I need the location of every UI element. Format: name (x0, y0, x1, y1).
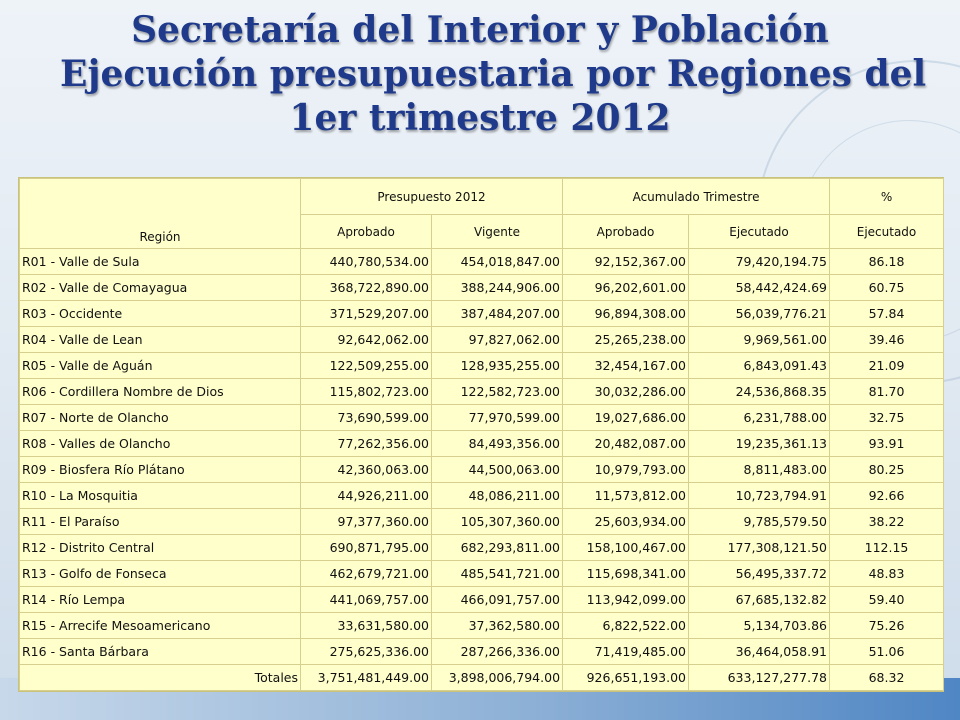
table-row (20, 301, 944, 327)
cell-region: R06 - Cordillera Nombre de Dios (20, 379, 301, 405)
cell-ejecutado: 67,685,132.82 (689, 587, 830, 613)
cell-acum-aprobado: 11,573,812.00 (563, 483, 689, 509)
cell-acum-aprobado: 20,482,087.00 (563, 431, 689, 457)
totals-acum-aprobado: 926,651,193.00 (563, 665, 689, 691)
cell-vigente: 387,484,207.00 (432, 301, 563, 327)
cell-vigente: 388,244,906.00 (432, 275, 563, 301)
cell-vigente: 84,493,356.00 (432, 431, 563, 457)
cell-ejecutado: 36,464,058.91 (689, 639, 830, 665)
cell-vigente: 37,362,580.00 (432, 613, 563, 639)
cell-acum-aprobado: 25,265,238.00 (563, 327, 689, 353)
cell-percent: 86.18 (830, 249, 944, 275)
table-row (20, 275, 944, 301)
header-region: Región (20, 179, 301, 249)
cell-region: R16 - Santa Bárbara (20, 639, 301, 665)
cell-ejecutado: 6,843,091.43 (689, 353, 830, 379)
header-ejecutado: Ejecutado (689, 215, 830, 249)
cell-region: R01 - Valle de Sula (20, 249, 301, 275)
cell-aprobado: 42,360,063.00 (301, 457, 432, 483)
table-row (20, 613, 944, 639)
cell-aprobado: 275,625,336.00 (301, 639, 432, 665)
cell-vigente: 682,293,811.00 (432, 535, 563, 561)
cell-aprobado: 73,690,599.00 (301, 405, 432, 431)
table-row (20, 509, 944, 535)
cell-acum-aprobado: 32,454,167.00 (563, 353, 689, 379)
cell-percent: 75.26 (830, 613, 944, 639)
cell-acum-aprobado: 71,419,485.00 (563, 639, 689, 665)
cell-acum-aprobado: 25,603,934.00 (563, 509, 689, 535)
cell-vigente: 454,018,847.00 (432, 249, 563, 275)
cell-percent: 92.66 (830, 483, 944, 509)
table-row (20, 639, 944, 665)
cell-acum-aprobado: 92,152,367.00 (563, 249, 689, 275)
cell-vigente: 128,935,255.00 (432, 353, 563, 379)
cell-ejecutado: 56,495,337.72 (689, 561, 830, 587)
cell-vigente: 287,266,336.00 (432, 639, 563, 665)
cell-vigente: 77,970,599.00 (432, 405, 563, 431)
table-row (20, 405, 944, 431)
cell-region: R12 - Distrito Central (20, 535, 301, 561)
cell-acum-aprobado: 158,100,467.00 (563, 535, 689, 561)
cell-region: R07 - Norte de Olancho (20, 405, 301, 431)
cell-aprobado: 368,722,890.00 (301, 275, 432, 301)
cell-acum-aprobado: 96,894,308.00 (563, 301, 689, 327)
cell-region: R09 - Biosfera Río Plátano (20, 457, 301, 483)
cell-aprobado: 33,631,580.00 (301, 613, 432, 639)
cell-percent: 60.75 (830, 275, 944, 301)
slide-title (60, 8, 927, 140)
cell-vigente: 97,827,062.00 (432, 327, 563, 353)
table-row (20, 561, 944, 587)
cell-ejecutado: 6,231,788.00 (689, 405, 830, 431)
header-acumulado: Acumulado Trimestre (563, 179, 830, 215)
totals-row (20, 665, 944, 691)
table-row (20, 353, 944, 379)
header-row-1 (20, 179, 944, 215)
cell-vigente: 48,086,211.00 (432, 483, 563, 509)
totals-percent: 68.32 (830, 665, 944, 691)
cell-region: R13 - Golfo de Fonseca (20, 561, 301, 587)
cell-vigente: 466,091,757.00 (432, 587, 563, 613)
table-row (20, 535, 944, 561)
cell-ejecutado: 24,536,868.35 (689, 379, 830, 405)
cell-percent: 112.15 (830, 535, 944, 561)
cell-acum-aprobado: 96,202,601.00 (563, 275, 689, 301)
cell-region: R05 - Valle de Aguán (20, 353, 301, 379)
cell-ejecutado: 177,308,121.50 (689, 535, 830, 561)
cell-ejecutado: 9,969,561.00 (689, 327, 830, 353)
header-percent: % (830, 179, 944, 215)
header-ejecutado-pct: Ejecutado (830, 215, 944, 249)
cell-ejecutado: 56,039,776.21 (689, 301, 830, 327)
totals-vigente: 3,898,006,794.00 (432, 665, 563, 691)
cell-region: R04 - Valle de Lean (20, 327, 301, 353)
header-aprobado: Aprobado (301, 215, 432, 249)
cell-region: R15 - Arrecife Mesoamericano (20, 613, 301, 639)
cell-percent: 39.46 (830, 327, 944, 353)
cell-vigente: 105,307,360.00 (432, 509, 563, 535)
cell-aprobado: 44,926,211.00 (301, 483, 432, 509)
cell-acum-aprobado: 10,979,793.00 (563, 457, 689, 483)
cell-ejecutado: 79,420,194.75 (689, 249, 830, 275)
table-row (20, 457, 944, 483)
table-row (20, 327, 944, 353)
budget-table (19, 178, 944, 691)
cell-ejecutado: 10,723,794.91 (689, 483, 830, 509)
cell-percent: 81.70 (830, 379, 944, 405)
title-line-1: Secretaría del Interior y Población (131, 9, 829, 51)
title-line-2: Ejecución presupuestaria por Regiones del (60, 53, 927, 95)
cell-vigente: 122,582,723.00 (432, 379, 563, 405)
cell-vigente: 44,500,063.00 (432, 457, 563, 483)
cell-aprobado: 371,529,207.00 (301, 301, 432, 327)
totals-label: Totales (20, 665, 301, 691)
table-row (20, 379, 944, 405)
cell-ejecutado: 5,134,703.86 (689, 613, 830, 639)
cell-ejecutado: 9,785,579.50 (689, 509, 830, 535)
cell-region: R10 - La Mosquitia (20, 483, 301, 509)
table-row (20, 483, 944, 509)
cell-acum-aprobado: 6,822,522.00 (563, 613, 689, 639)
table-row (20, 249, 944, 275)
header-presupuesto: Presupuesto 2012 (301, 179, 563, 215)
cell-percent: 38.22 (830, 509, 944, 535)
cell-acum-aprobado: 113,942,099.00 (563, 587, 689, 613)
cell-percent: 57.84 (830, 301, 944, 327)
cell-acum-aprobado: 30,032,286.00 (563, 379, 689, 405)
budget-table-container (18, 177, 944, 692)
cell-aprobado: 440,780,534.00 (301, 249, 432, 275)
cell-acum-aprobado: 19,027,686.00 (563, 405, 689, 431)
cell-percent: 21.09 (830, 353, 944, 379)
cell-ejecutado: 58,442,424.69 (689, 275, 830, 301)
table-row (20, 587, 944, 613)
cell-aprobado: 462,679,721.00 (301, 561, 432, 587)
cell-aprobado: 115,802,723.00 (301, 379, 432, 405)
totals-ejecutado: 633,127,277.78 (689, 665, 830, 691)
cell-region: R02 - Valle de Comayagua (20, 275, 301, 301)
table-body (20, 249, 944, 691)
cell-region: R14 - Río Lempa (20, 587, 301, 613)
header-acum-aprobado: Aprobado (563, 215, 689, 249)
cell-aprobado: 690,871,795.00 (301, 535, 432, 561)
cell-acum-aprobado: 115,698,341.00 (563, 561, 689, 587)
totals-aprobado: 3,751,481,449.00 (301, 665, 432, 691)
cell-percent: 80.25 (830, 457, 944, 483)
cell-percent: 48.83 (830, 561, 944, 587)
title-line-3: 1er trimestre 2012 (289, 97, 671, 139)
table-row (20, 431, 944, 457)
cell-aprobado: 77,262,356.00 (301, 431, 432, 457)
cell-aprobado: 92,642,062.00 (301, 327, 432, 353)
header-vigente: Vigente (432, 215, 563, 249)
cell-percent: 59.40 (830, 587, 944, 613)
cell-aprobado: 122,509,255.00 (301, 353, 432, 379)
cell-ejecutado: 8,811,483.00 (689, 457, 830, 483)
cell-region: R11 - El Paraíso (20, 509, 301, 535)
cell-region: R08 - Valles de Olancho (20, 431, 301, 457)
cell-ejecutado: 19,235,361.13 (689, 431, 830, 457)
cell-percent: 51.06 (830, 639, 944, 665)
cell-region: R03 - Occidente (20, 301, 301, 327)
cell-aprobado: 97,377,360.00 (301, 509, 432, 535)
cell-aprobado: 441,069,757.00 (301, 587, 432, 613)
cell-percent: 32.75 (830, 405, 944, 431)
cell-vigente: 485,541,721.00 (432, 561, 563, 587)
cell-percent: 93.91 (830, 431, 944, 457)
